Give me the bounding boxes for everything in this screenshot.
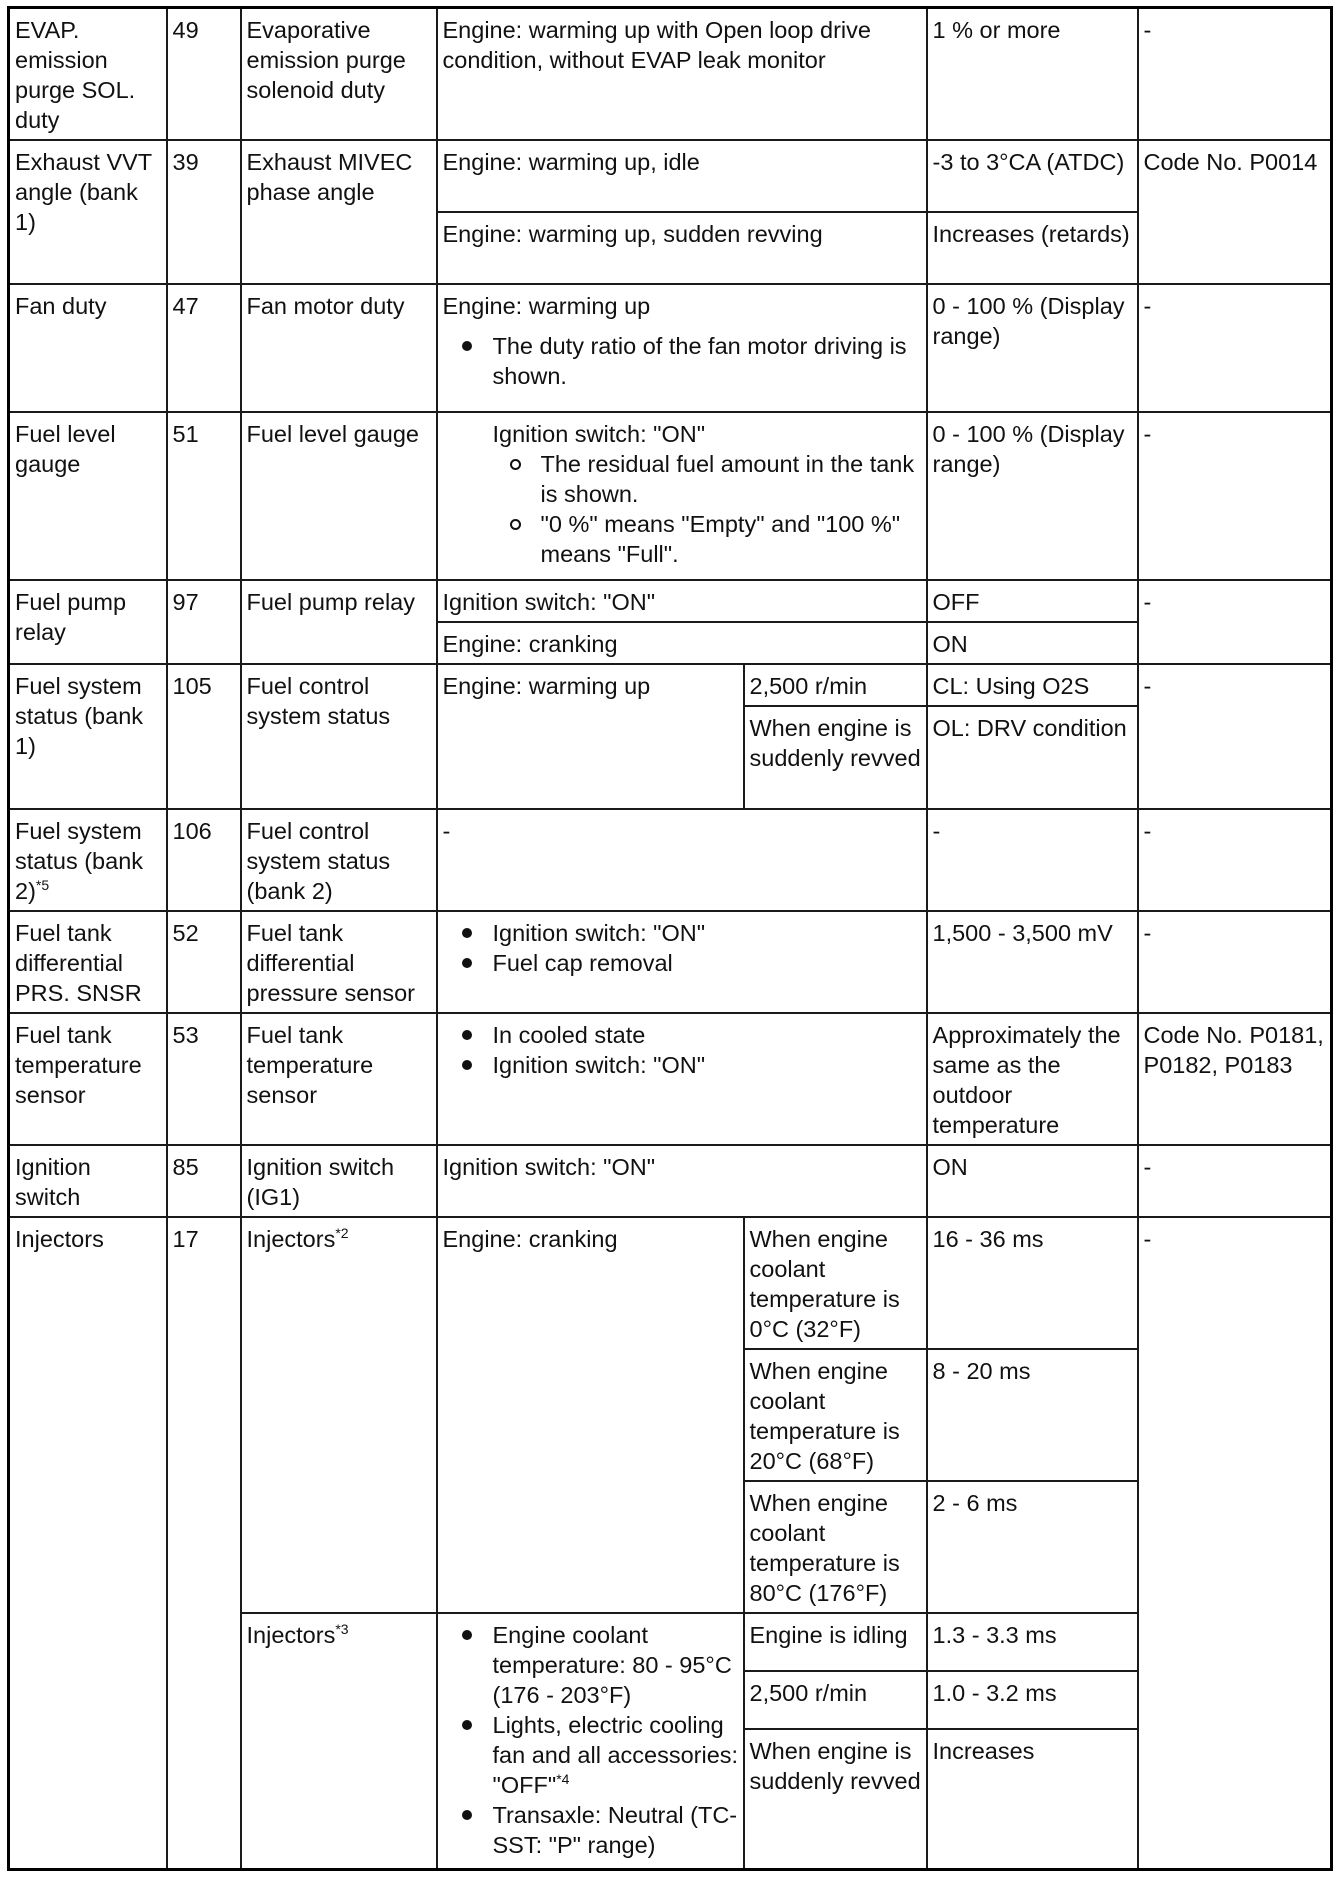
name-cell xyxy=(241,1613,437,1869)
subcondition-cell: When engine coolant temperature is 80°C (176°F) xyxy=(744,1481,927,1613)
table-row xyxy=(9,580,1332,622)
no-cell: 47 xyxy=(167,284,241,412)
no-cell: 49 xyxy=(167,8,241,141)
footnote-mark: *2 xyxy=(335,1225,349,1242)
spec-cell: - xyxy=(927,809,1138,911)
ref-cell: - xyxy=(1138,1145,1332,1217)
spec-cell: 1.0 - 3.2 ms xyxy=(927,1671,1138,1729)
bullet-item xyxy=(493,1710,739,1800)
bullet-item: Engine coolant temperature: 80 - 95°C (176 - 203°F) xyxy=(493,1620,739,1710)
spec-cell: 0 - 100 % (Display range) xyxy=(927,412,1138,580)
spec-cell: -3 to 3°CA (ATDC) xyxy=(927,140,1138,212)
bullet-text: Lights, electric cooling fan and all accessories: "OFF" xyxy=(492,1712,739,1798)
no-cell: 105 xyxy=(167,664,241,809)
bullet-item: In cooled state xyxy=(493,1020,922,1050)
name-cell: Ignition switch (IG1) xyxy=(241,1145,437,1217)
no-cell: 52 xyxy=(167,911,241,1013)
spec-cell: Increases (retards) xyxy=(927,212,1138,284)
subcondition-cell: 2,500 r/min xyxy=(744,664,927,706)
sub-bullet-item: The residual fuel amount in the tank is shown. xyxy=(541,449,922,509)
table-row xyxy=(9,8,1332,141)
ref-cell: - xyxy=(1138,580,1332,664)
name-cell: Evaporative emission purge solenoid duty xyxy=(241,8,437,141)
condition-cell: Engine: cranking xyxy=(437,622,927,664)
ref-cell: Code No. P0014 xyxy=(1138,140,1332,284)
table-row xyxy=(9,809,1332,911)
ref-cell: - xyxy=(1138,284,1332,412)
spec-cell: 8 - 20 ms xyxy=(927,1349,1138,1481)
spec-cell: OFF xyxy=(927,580,1138,622)
item-cell: Fuel system status (bank 1) xyxy=(9,664,167,809)
table-row xyxy=(9,1145,1332,1217)
subcondition-cell: When engine coolant temperature is 20°C (68°F) xyxy=(744,1349,927,1481)
spec-cell: 1.3 - 3.3 ms xyxy=(927,1613,1138,1671)
item-cell: Fuel tank differential PRS. SNSR xyxy=(9,911,167,1013)
no-cell: 85 xyxy=(167,1145,241,1217)
table-row xyxy=(9,664,1332,706)
condition-cell: Engine: warming up, idle xyxy=(437,140,927,212)
subcondition-cell: When engine coolant temperature is 0°C (32°F) xyxy=(744,1217,927,1349)
subcondition-cell: 2,500 r/min xyxy=(744,1671,927,1729)
spec-cell: ON xyxy=(927,622,1138,664)
name-cell: Fuel control system status xyxy=(241,664,437,809)
condition-cell: - xyxy=(437,809,927,911)
table-row xyxy=(9,140,1332,212)
subcondition-cell: When engine is suddenly revved xyxy=(744,706,927,809)
subcondition-cell: Engine is idling xyxy=(744,1613,927,1671)
condition-cell xyxy=(437,412,927,580)
ref-cell: - xyxy=(1138,8,1332,141)
item-cell xyxy=(9,809,167,911)
table-row xyxy=(9,1217,1332,1349)
footnote-mark: *4 xyxy=(556,1771,570,1788)
item-cell: Ignition switch xyxy=(9,1145,167,1217)
bullet-item: Transaxle: Neutral (TC-SST: "P" range) xyxy=(492,1802,738,1858)
no-cell: 106 xyxy=(167,809,241,911)
ref-cell: - xyxy=(1138,1217,1332,1869)
name-cell: Fuel level gauge xyxy=(241,412,437,580)
condition-cell xyxy=(437,1613,744,1869)
item-cell: Injectors xyxy=(9,1217,167,1869)
condition-text: Ignition switch: "ON" xyxy=(492,421,706,447)
name-text: Injectors xyxy=(246,1622,336,1648)
item-cell: Fuel pump relay xyxy=(9,580,167,664)
no-cell: 39 xyxy=(167,140,241,284)
name-cell: Exhaust MIVEC phase angle xyxy=(241,140,437,284)
spec-cell: 1,500 - 3,500 mV xyxy=(927,911,1138,1013)
condition-cell: Engine: warming up, sudden revving xyxy=(437,212,927,284)
condition-cell xyxy=(437,911,927,1013)
footnote-mark: *5 xyxy=(35,877,50,894)
subcondition-cell: When engine is suddenly revved xyxy=(744,1729,927,1869)
item-text: Fuel system status (bank 2) xyxy=(15,818,144,904)
footnote-mark: *3 xyxy=(335,1621,349,1638)
ref-cell: - xyxy=(1138,664,1332,809)
condition-cell: Ignition switch: "ON" xyxy=(437,1145,927,1217)
no-cell: 17 xyxy=(167,1217,241,1869)
name-cell: Fuel pump relay xyxy=(241,580,437,664)
bullet-item: Ignition switch: "ON" xyxy=(493,918,922,948)
name-cell: Fan motor duty xyxy=(241,284,437,412)
bullet-item: Fuel cap removal xyxy=(493,948,922,978)
spec-cell: 2 - 6 ms xyxy=(927,1481,1138,1613)
spec-cell: Increases xyxy=(927,1729,1138,1869)
name-text: Injectors xyxy=(246,1226,336,1252)
ref-cell: - xyxy=(1138,412,1332,580)
no-cell: 53 xyxy=(167,1013,241,1145)
item-cell: Exhaust VVT angle (bank 1) xyxy=(9,140,167,284)
ref-cell: - xyxy=(1138,911,1332,1013)
item-cell: EVAP. emission purge SOL. duty xyxy=(9,8,167,141)
no-cell: 51 xyxy=(167,412,241,580)
sub-bullet-item: "0 %" means "Empty" and "100 %" means "Full". xyxy=(541,509,922,569)
spec-cell: ON xyxy=(927,1145,1138,1217)
item-cell: Fuel level gauge xyxy=(9,412,167,580)
spec-cell: OL: DRV condition xyxy=(927,706,1138,809)
bullet-item: Ignition switch: "ON" xyxy=(493,1050,922,1080)
condition-cell xyxy=(437,284,927,412)
spec-cell: 1 % or more xyxy=(927,8,1138,141)
bullet-item: The duty ratio of the fan motor driving is shown. xyxy=(493,331,922,391)
name-cell: Fuel tank temperature sensor xyxy=(241,1013,437,1145)
table-row xyxy=(9,911,1332,1013)
table-row xyxy=(9,1013,1332,1145)
condition-text: Engine: warming up xyxy=(442,293,651,319)
table-row xyxy=(9,284,1332,412)
name-cell: Fuel tank differential pressure sensor xyxy=(241,911,437,1013)
condition-cell xyxy=(437,1013,927,1145)
condition-cell: Engine: cranking xyxy=(437,1217,744,1613)
name-cell: Fuel control system status (bank 2) xyxy=(241,809,437,911)
spec-cell: 16 - 36 ms xyxy=(927,1217,1138,1349)
condition-cell: Engine: warming up xyxy=(437,664,744,809)
spec-cell: Approximately the same as the outdoor temperature xyxy=(927,1013,1138,1145)
table-row xyxy=(9,412,1332,580)
spec-cell: 0 - 100 % (Display range) xyxy=(927,284,1138,412)
spec-cell: CL: Using O2S xyxy=(927,664,1138,706)
item-cell: Fan duty xyxy=(9,284,167,412)
condition-cell: Ignition switch: "ON" xyxy=(437,580,927,622)
condition-cell: Engine: warming up with Open loop drive condition, without EVAP leak monitor xyxy=(437,8,927,141)
ref-cell: - xyxy=(1138,809,1332,911)
no-cell: 97 xyxy=(167,580,241,664)
data-list-table xyxy=(7,6,1333,1871)
name-cell xyxy=(241,1217,437,1613)
ref-cell: Code No. P0181, P0182, P0183 xyxy=(1138,1013,1332,1145)
item-cell: Fuel tank temperature sensor xyxy=(9,1013,167,1145)
